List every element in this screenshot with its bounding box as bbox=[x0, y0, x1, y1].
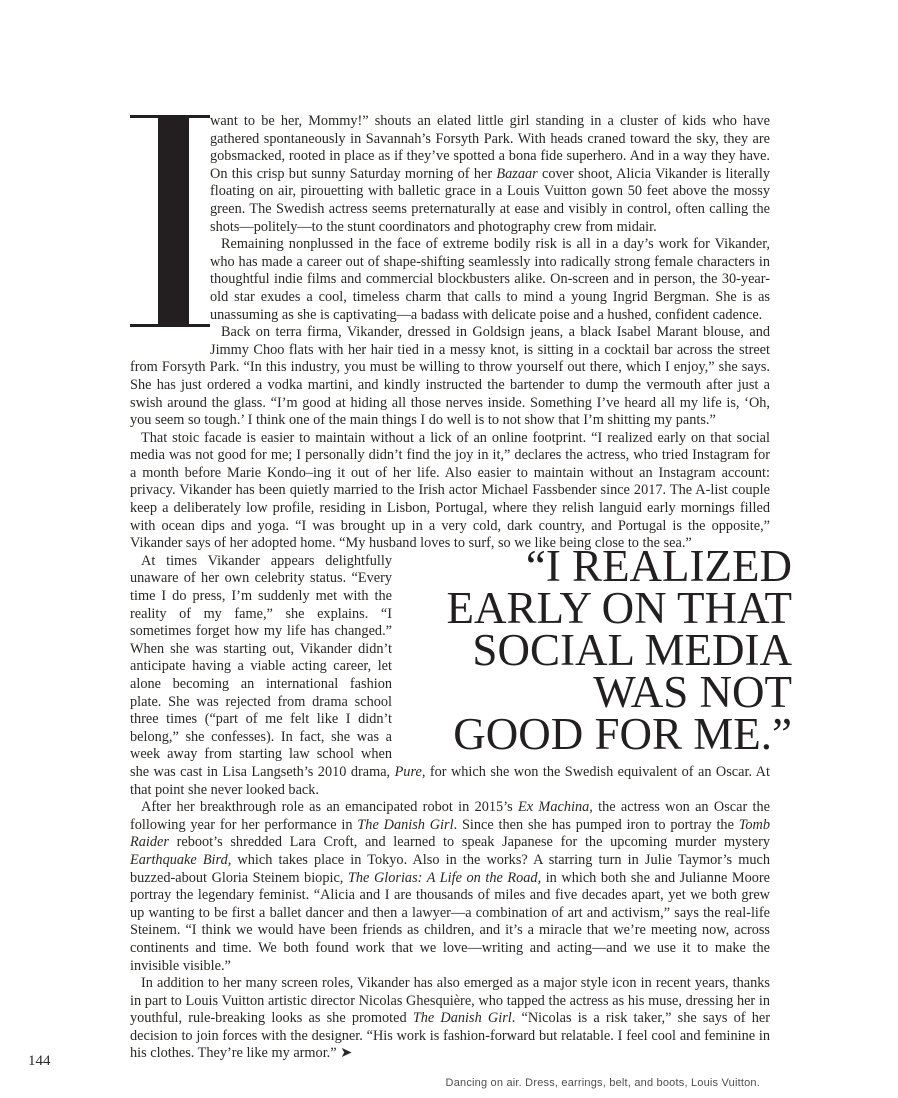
drop-cap-glyph-i bbox=[130, 115, 210, 327]
paragraph-4: That stoic facade is easier to maintain without a lick of an online footprint. “I realized early on that social media was not good for me; I personally didn’t find the joy in it,” declares the actress, who tried Instagram for a month before Marie Kondo–ing it out of her life. Also easier to maintain without an Instagram account: privacy. Vikander has been quietly married to the Irish actor Michael Fassbender since 2017. The A-list couple keep a deliberately low profile, residing in Lisbon, Portugal, where they relish languid early mornings filled with ocean dips and yoga. “I was brought up in a very cold, dark country, and Portugal is the opposite,” Vikander says of her adopted home. “My husband loves to surf, so we like being close to the sea.” bbox=[130, 429, 770, 552]
paragraph-intro: want to be her, Mommy!” shouts an elated little girl standing in a cluster of kids who have gathered spontaneously in Savannah’s Forsyth Park. With heads craned toward the sky, they are gobsmacked, rooted in place as if they’ve spotted a bona fide superhero. And in a way they have. On this crisp but sunny Saturday morning of her Bazaar cover shoot, Alicia Vikander is literally floating on air, pirouetting with balletic grace in a Louis Vuitton gown 50 feet above the mossy green. The Swedish actress seems preternaturally at ease and visibly in control, often calling the shots—politely—to the stunt coordinators and photography crew from midair. bbox=[210, 113, 771, 235]
pull-quote-line-5: GOOD FOR ME.” bbox=[453, 708, 792, 759]
paragraph-7: In addition to her many screen roles, Vikander has also emerged as a major style icon in recent years, thanks in part to Louis Vuitton artistic director Nicolas Ghesquière, who tapped the actress as his muse, dressing her in youthful, rule-breaking looks as she promoted The Danish Girl. “Nicolas is a risk taker,” she says of her decision to join forces with the designer. “His work is fashion-forward but relatable. I feel cool and feminine in his clothes. They’re like my armor.” ➤ bbox=[130, 975, 770, 1062]
drop-cap-bottom-serif bbox=[130, 324, 210, 327]
paragraph-3: Back on terra firma, Vikander, dressed in Goldsign jeans, a black Isabel Marant blouse, and Jimmy Choo flats with her hair tied in a messy knot, is sitting in a cocktail bar across the street from Forsyth Park. “In this industry, you must be willing to throw yourself out there, which I enjoy,” she says. She has just ordered a vodka martini, and kindly instructed the bartender to dump the vermouth after just a swish around the glass. “I’m good at hiding all those nerves inside. Something I’ve heard all my life is, ‘Oh, you seem so tough.’ I think one of the main things I do well is to not show that I’m shitting my pants.” bbox=[130, 324, 770, 429]
drop-cap-stem bbox=[158, 115, 189, 327]
pull-quote-line-2: EARLY ON THAT bbox=[446, 582, 792, 633]
pull-quote-line-3: SOCIAL MEDIA bbox=[472, 624, 792, 675]
drop-cap-letter bbox=[130, 113, 131, 114]
pull-quote bbox=[412, 540, 792, 759]
paragraph-2: Remaining nonplussed in the face of extreme bodily risk is all in a day’s work for Vikander, who has made a career out of shape-shifting seamlessly into radically strong female characters in thoughtful indie films and commercial blockbusters alike. On-screen and in person, the 30-year-old star exudes a cool, timeless charm that calls to mind a young Ingrid Bergman. She is as unassuming as she is captivating—a badass with delicate poise and a hushed, confident cadence. bbox=[210, 236, 770, 323]
pull-quote-line-1: “I REALIZED bbox=[525, 540, 792, 591]
page-number: 144 bbox=[28, 1053, 51, 1069]
paragraph-5: At times Vikander appears delightfully unaware of her own celebrity status. “Every time I do press, I’m suddenly met with the reality of my fame,” she explains. “I sometimes forget how my life has changed.” When she was starting out, Vikander didn’t anticipate having a viable acting career, let alone becoming an international fashion plate. She was rejected from drama school three times (“part of me felt like I didn’t belong,” she confesses). In fact, she was a week away from starting law school when she was cast in Lisa Langseth’s 2010 drama, Pure, for which she won the Swedish equivalent of an Oscar. At that point she never looked back. bbox=[130, 552, 770, 798]
paragraph-6: After her breakthrough role as an emancipated robot in 2015’s Ex Machina, the actress won an Oscar the following year for her performance in The Danish Girl. Since then she has pumped iron to portray the Tomb Raider reboot’s shredded Lara Croft, and learned to speak Japanese for the upcoming murder mystery Earthquake Bird, which takes place in Tokyo. Also in the works? A starring turn in Julie Taymor’s much buzzed-about Gloria Steinem biopic, The Glorias: A Life on the Road, in which both she and Julianne Moore portray the legendary feminist. “Alicia and I are thousands of miles and five decades apart, yet we both grew up wanting to be first a ballet dancer and then a lawyer—a combination of art and activism,” says the real-life Steinem. “I think we would have been friends as children, and it’s a miracle that we’re meeting now, across continents and time. We both found work that we love—writing and acting—and we use it to make the invisible visible.” bbox=[130, 799, 771, 974]
pull-quote-line-4: WAS NOT bbox=[593, 666, 792, 717]
article-body bbox=[130, 113, 792, 1090]
photo-credit-caption: Dancing on air. Dress, earrings, belt, and boots, Louis Vuitton. bbox=[445, 1077, 760, 1090]
drop-cap bbox=[130, 113, 210, 343]
